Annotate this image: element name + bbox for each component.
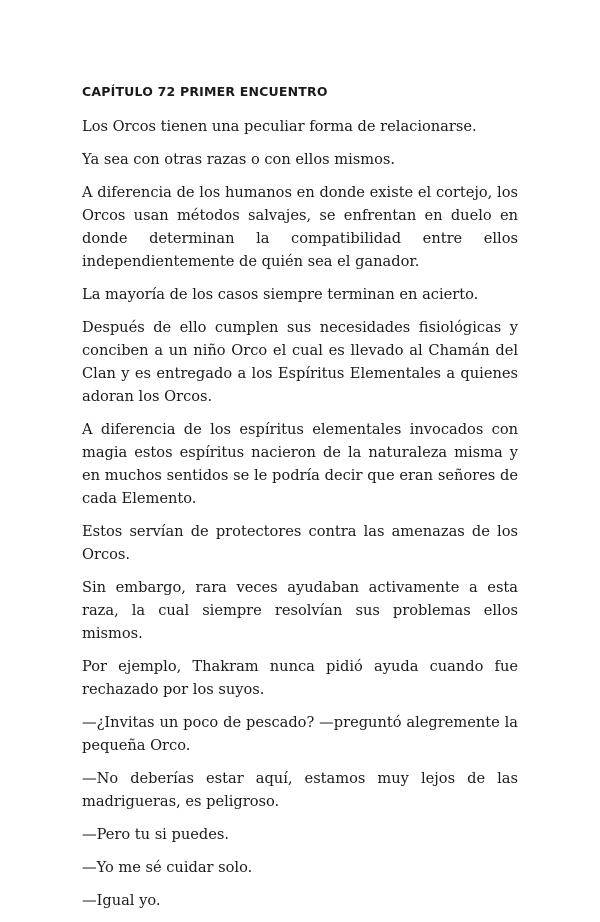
dialogue-line: —Igual yo. <box>82 892 161 909</box>
paragraph: Después de ello cumplen sus necesidades fisiológicas y conciben a un niño Orco el cual es llevado al Chamán del Clan y es entregado a los Espíritus Elementales a quienes adoran los Orcos. <box>82 319 518 405</box>
dialogue-line: —Yo me sé cuidar solo. <box>82 859 253 876</box>
paragraph: Ya sea con otras razas o con ellos mismos. <box>82 151 396 168</box>
paragraph: Los Orcos tienen una peculiar forma de relacionarse. <box>82 118 477 135</box>
paragraph: Estos servían de protectores contra las amenazas de los Orcos. <box>82 523 518 563</box>
dialogue-line: —¿Invitas un poco de pescado? —preguntó alegremente la pequeña Orco. <box>82 714 518 754</box>
paragraph: Por ejemplo, Thakram nunca pidió ayuda cuando fue rechazado por los suyos. <box>82 658 518 698</box>
paragraph: La mayoría de los casos siempre terminan en acierto. <box>82 286 479 303</box>
document-page <box>82 82 518 922</box>
paragraph: A diferencia de los espíritus elementales invocados con magia estos espíritus nacieron de la naturaleza misma y en muchos sentidos se le podría decir que eran señores de cada Elemento. <box>82 421 518 507</box>
paragraph: A diferencia de los humanos en donde existe el cortejo, los Orcos usan métodos salvajes, se enfrentan en duelo en donde determinan la compatibilidad entre ellos independientemente de quién sea el ganador. <box>82 184 518 270</box>
chapter-title: CAPÍTULO 72 PRIMER ENCUENTRO <box>82 84 328 99</box>
dialogue-line: —No deberías estar aquí, estamos muy lejos de las madrigueras, es peligroso. <box>82 770 518 810</box>
paragraph: Sin embargo, rara veces ayudaban activamente a esta raza, la cual siempre resolvían sus problemas ellos mismos. <box>82 579 518 642</box>
dialogue-line: —Pero tu si puedes. <box>82 826 229 843</box>
